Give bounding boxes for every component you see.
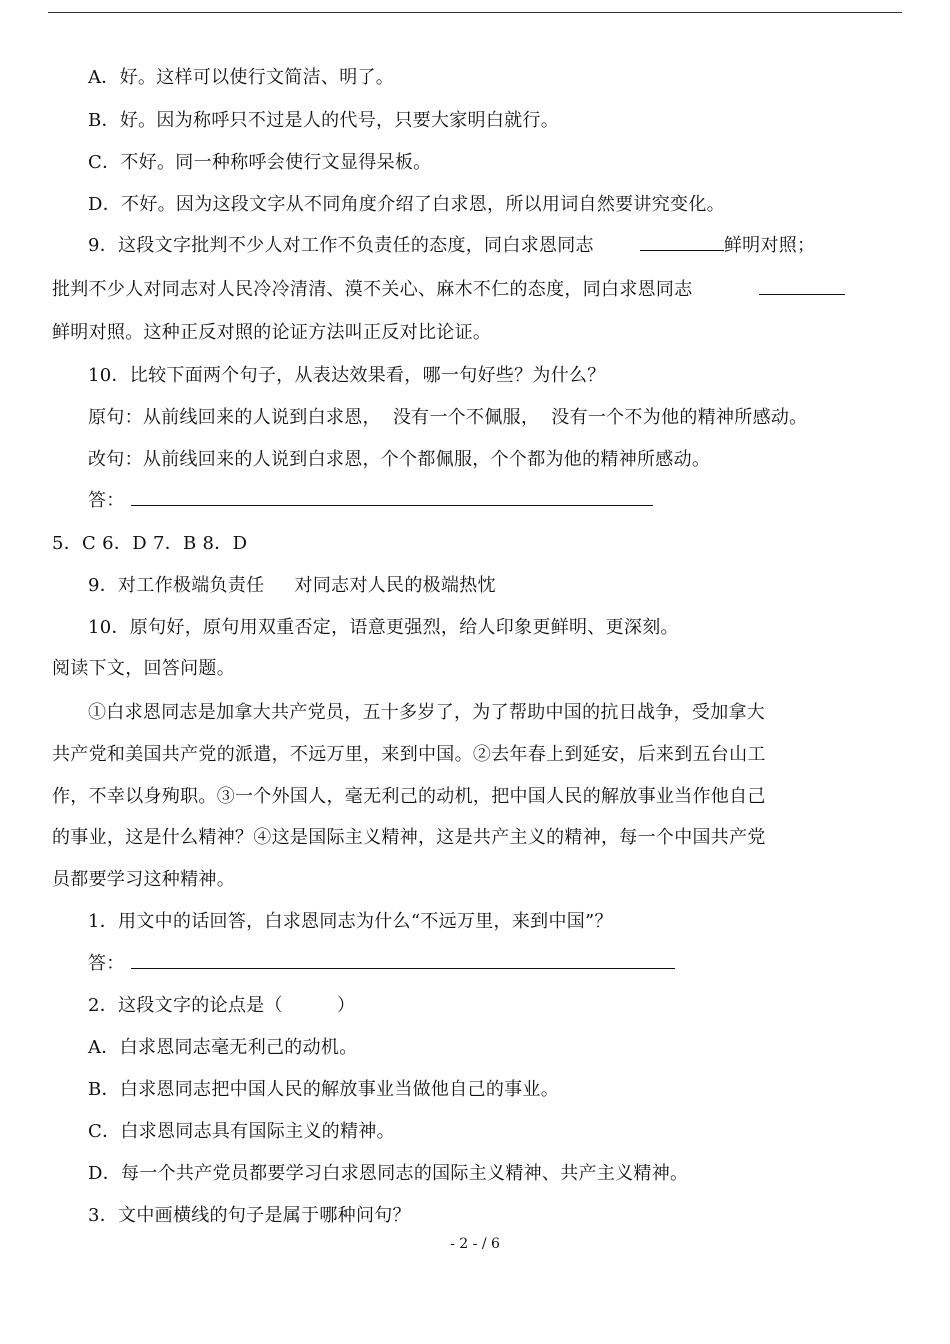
answer-key-5-8: 5．C 6．D 7．B 8．D <box>52 533 248 554</box>
answer-line-1: 答： <box>88 489 653 513</box>
option-b: B．好。因为称呼只不过是人的代号，只要大家明白就行。 <box>88 110 560 131</box>
passage-line-4: 的事业，这是什么精神？④这是国际主义精神，这是共产主义的精神，每一个中国共产党 <box>52 827 766 848</box>
passage-line-1: ①白求恩同志是加拿大共产党员，五十多岁了，为了帮助中国的抗日战争，受加拿大 <box>88 702 766 723</box>
header-rule <box>48 12 902 13</box>
reading-question-1: 1．用文中的话回答，白求恩同志为什么“不远万里，来到中国”？ <box>88 911 613 932</box>
option-a: A．好。这样可以使行文简洁、明了。 <box>88 67 395 88</box>
choice-b: B．白求恩同志把中国人民的解放事业当做他自己的事业。 <box>88 1079 560 1100</box>
page-number: - 2 - / 6 <box>450 1236 500 1252</box>
reading-question-2: 2．这段文字的论点是（ ） <box>88 995 356 1016</box>
question-9-line3: 鲜明对照。这种正反对照的论证方法叫正反对比论证。 <box>52 322 492 343</box>
question-9-line2: 批判不少人对同志对人民冷冷清清、漠不关心、麻木不仁的态度，同白求恩同志 <box>52 278 845 302</box>
answer-blank[interactable] <box>131 952 675 969</box>
reading-instruction: 阅读下文，回答问题。 <box>52 658 235 679</box>
modified-sentence: 改句：从前线回来的人说到白求恩，个个都佩服，个个都为他的精神所感动。 <box>88 449 711 470</box>
answer-blank[interactable] <box>131 489 653 506</box>
answer-blank[interactable] <box>640 234 724 251</box>
question-10: 10．比较下面两个句子，从表达效果看，哪一句好些？为什么？ <box>88 365 606 386</box>
passage-line-3: 作，不幸以身殉职。③一个外国人，毫无利己的动机，把中国人民的解放事业当作他自己 <box>52 786 766 807</box>
choice-c: C．白求恩同志具有国际主义的精神。 <box>88 1121 395 1142</box>
choice-a: A．白求恩同志毫无利己的动机。 <box>88 1037 358 1058</box>
question-9-line1: 9．这段文字批判不少人对工作不负责任的态度，同白求恩同志 鲜明对照； <box>88 235 816 256</box>
answer-blank[interactable] <box>759 278 845 295</box>
option-c: C．不好。同一种称呼会使行文显得呆板。 <box>88 152 432 173</box>
original-sentence: 原句：从前线回来的人说到白求恩， 没有一个不佩服， 没有一个不为他的精神所感动。 <box>88 407 808 428</box>
passage-line-2: 共产党和美国共产党的派遣，不远万里，来到中国。②去年春上到延安，后来到五台山工 <box>52 744 766 765</box>
answer-key-9: 9．对工作极端负责任 对同志对人民的极端热忱 <box>88 575 496 596</box>
answer-line-2: 答： <box>88 952 675 976</box>
answer-key-10: 10．原句好，原句用双重否定，语意更强烈，给人印象更鲜明、更深刻。 <box>88 617 679 638</box>
choice-d: D．每一个共产党员都要学习白求恩同志的国际主义精神、共产主义精神。 <box>88 1163 689 1184</box>
reading-question-3: 3．文中画横线的句子是属于哪种问句？ <box>88 1205 411 1226</box>
option-d: D．不好。因为这段文字从不同角度介绍了白求恩，所以用词自然要讲究变化。 <box>88 194 725 215</box>
passage-line-5: 员都要学习这种精神。 <box>52 869 235 890</box>
